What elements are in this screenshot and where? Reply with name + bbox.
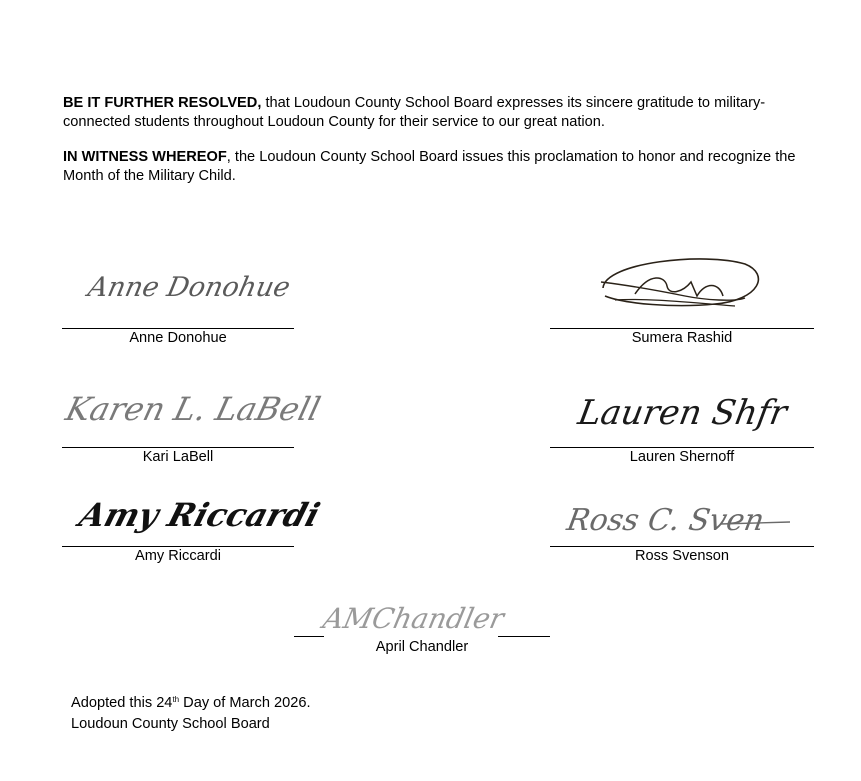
- signature-labell-image: [62, 372, 325, 438]
- signatory-name-labell: Kari LaBell: [142, 449, 214, 465]
- further-resolved-paragraph: [63, 94, 823, 131]
- board-name: Loudoun County School Board: [71, 716, 270, 732]
- signature-riccardi-image: [75, 482, 325, 544]
- witness-whereof-paragraph: [63, 148, 823, 185]
- signatory-name-rashid: Sumera Rashid: [631, 330, 733, 346]
- adoption-ordinal: th: [172, 695, 180, 704]
- witness-whereof-text: , the Loudoun County School Board issues this proclamation to honor and recognize the Month of the Military Child.: [63, 149, 796, 184]
- signature-line-riccardi: [62, 546, 294, 547]
- signature-donohue-image: [85, 262, 293, 308]
- signature-svenson-image: [564, 494, 795, 542]
- signature-shernoff-image: [575, 382, 790, 442]
- signature-line-chandler-left: [294, 636, 324, 637]
- signature-line-donohue: [62, 328, 294, 329]
- signature-line-svenson: [550, 546, 814, 547]
- signature-labell-text: Karen L. LaBell: [62, 390, 325, 428]
- further-resolved-lead: BE IT FURTHER RESOLVED,: [63, 95, 262, 111]
- signatory-name-shernoff: Lauren Shernoff: [629, 449, 735, 465]
- signature-donohue-text: Anne Donohue: [85, 272, 293, 303]
- signatory-name-donohue: Anne Donohue: [129, 330, 227, 346]
- witness-whereof-lead: IN WITNESS WHEREOF: [63, 149, 227, 165]
- adoption-footer: [71, 689, 311, 735]
- signatory-name-chandler: April Chandler: [375, 639, 469, 655]
- adoption-suffix: Day of March 2026.: [179, 695, 311, 711]
- signature-shernoff-text: Lauren Shfr: [575, 393, 790, 433]
- signature-svenson-text: Ross C. Sven: [564, 503, 767, 538]
- signature-line-labell: [62, 447, 294, 448]
- signature-line-chandler-right: [498, 636, 550, 637]
- adoption-date-line: [71, 689, 311, 714]
- adoption-prefix: Adopted this 24: [71, 695, 173, 711]
- signature-line-shernoff: [550, 447, 814, 448]
- signatory-name-riccardi: Amy Riccardi: [135, 548, 221, 564]
- signature-riccardi-text: Amy Riccardi: [75, 495, 325, 534]
- signature-chandler-image: [320, 598, 507, 640]
- signatory-name-svenson: Ross Svenson: [634, 548, 730, 564]
- signature-rashid-image: [595, 252, 765, 314]
- signature-chandler-text: AMChandler: [320, 602, 507, 635]
- signature-line-rashid: [550, 328, 814, 329]
- further-resolved-text: that Loudoun County School Board expresses its sincere gratitude to military-connected students throughout Loudoun County for their service to our great nation.: [63, 95, 766, 130]
